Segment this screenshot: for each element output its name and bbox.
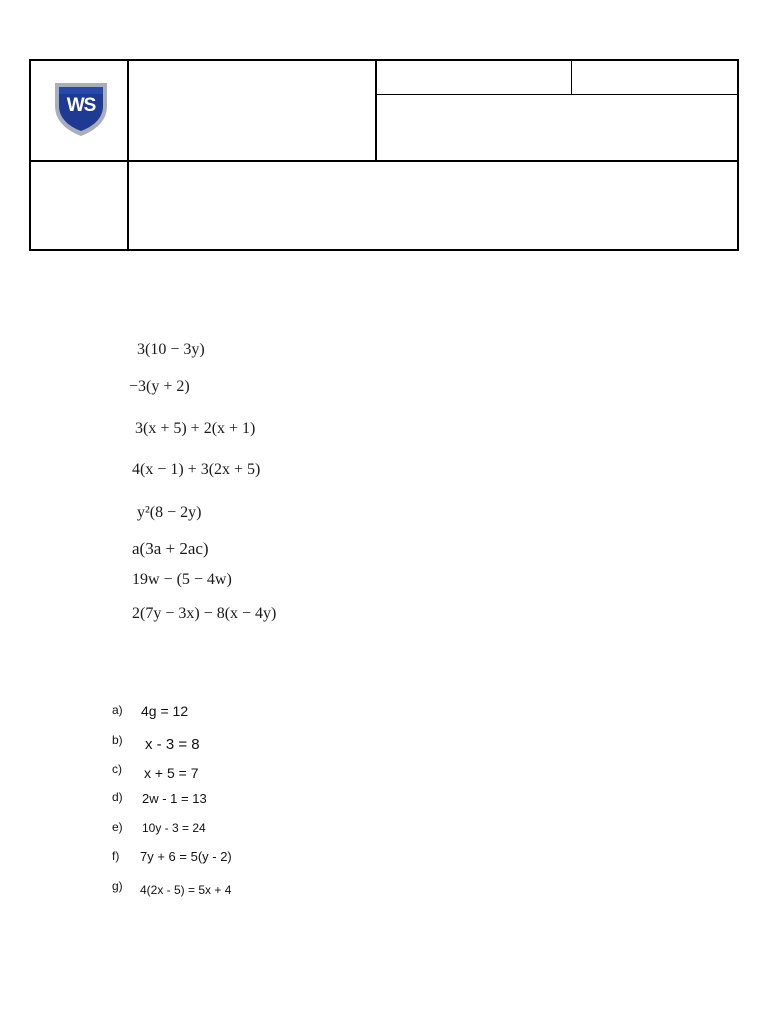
equation-letter-d: d) bbox=[112, 790, 123, 804]
expression-4: 4(x − 1) + 3(2x + 5) bbox=[132, 461, 261, 478]
equation-letter-f: f) bbox=[112, 849, 120, 863]
school-shield-logo bbox=[52, 80, 110, 138]
equation-a: 4g = 12 bbox=[141, 703, 189, 719]
equation-g: 4(2x - 5) = 5x + 4 bbox=[140, 883, 232, 897]
logo-text: WS bbox=[66, 95, 96, 116]
equation-letter-c: c) bbox=[112, 762, 122, 776]
expression-3: 3(x + 5) + 2(x + 1) bbox=[135, 420, 256, 437]
equation-letter-e: e) bbox=[112, 820, 123, 834]
header-table bbox=[29, 59, 739, 251]
header-divider-right bbox=[376, 94, 739, 95]
header-divider-logo bbox=[127, 59, 129, 251]
equation-letter-g: g) bbox=[112, 879, 123, 893]
expression-5: y²(8 − 2y) bbox=[137, 504, 202, 521]
expression-1: 3(10 − 3y) bbox=[137, 341, 205, 358]
expression-7: 19w − (5 − 4w) bbox=[132, 571, 232, 588]
equation-d: 2w - 1 = 13 bbox=[142, 791, 207, 806]
equation-letter-b: b) bbox=[112, 733, 123, 747]
header-divider-small bbox=[571, 59, 572, 95]
expression-2: −3(y + 2) bbox=[129, 378, 190, 395]
equation-e: 10y - 3 = 24 bbox=[142, 821, 206, 835]
equation-c: x + 5 = 7 bbox=[144, 765, 199, 781]
equation-f: 7y + 6 = 5(y - 2) bbox=[140, 849, 232, 864]
equation-b: x - 3 = 8 bbox=[145, 736, 200, 753]
expression-6: a(3a + 2ac) bbox=[132, 539, 209, 558]
equation-letter-a: a) bbox=[112, 703, 123, 717]
expression-8: 2(7y − 3x) − 8(x − 4y) bbox=[132, 605, 277, 622]
header-divider-title bbox=[375, 59, 377, 162]
header-divider-row bbox=[29, 160, 739, 162]
